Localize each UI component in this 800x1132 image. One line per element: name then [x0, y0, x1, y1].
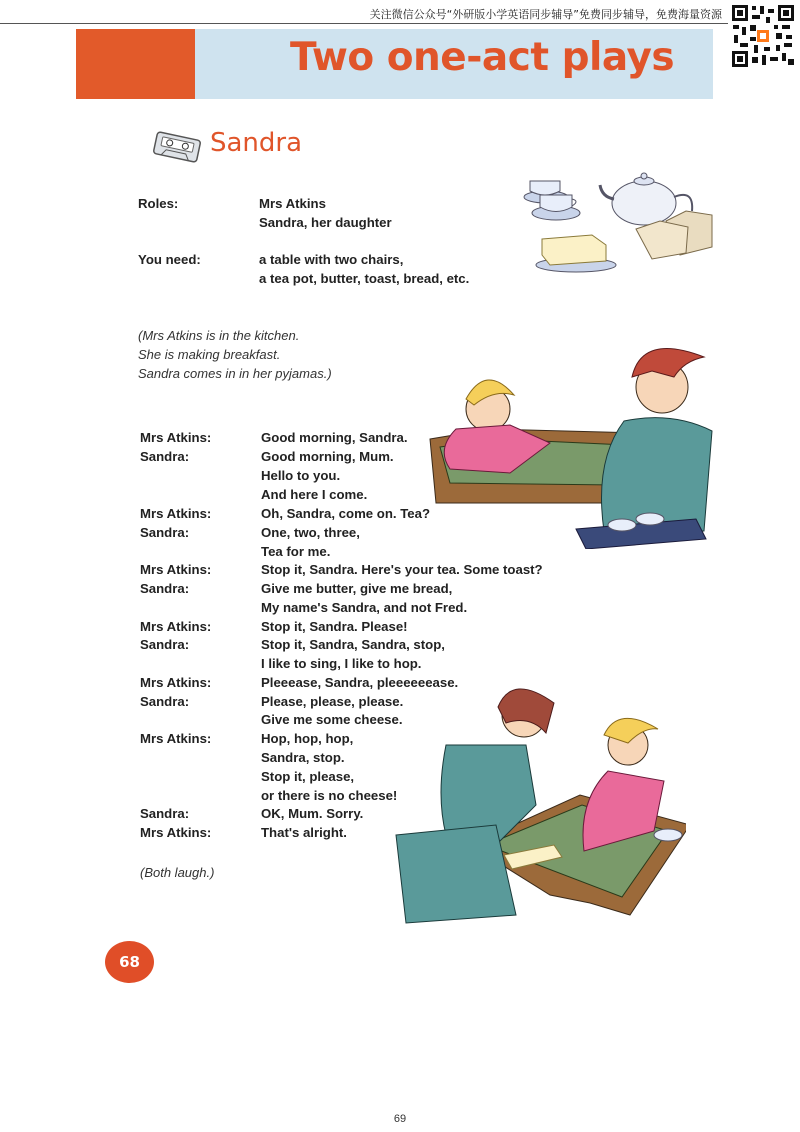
- dialogue-line: Give me some cheese.: [261, 712, 403, 727]
- stage-direction-line: She is making breakfast.: [138, 347, 281, 362]
- play-title: Sandra: [210, 128, 303, 158]
- textbook-page: [76, 29, 713, 987]
- tea-set-illustration: [516, 169, 713, 274]
- dialogue-line: Stop it, Sandra, Sandra, stop,: [261, 637, 445, 652]
- dialogue-line: One, two, three,: [261, 525, 360, 540]
- title-banner: [76, 29, 713, 99]
- speaker-label: Mrs Atkins:: [140, 675, 212, 690]
- promo-text: 关注微信公众号“外研版小学英语同步辅导”免费同步辅导，免费海量资源: [369, 8, 722, 21]
- speaker-label: Sandra:: [140, 637, 190, 652]
- dialogue-line: My name's Sandra, and not Fred.: [261, 600, 468, 615]
- role-item: Sandra, her daughter: [259, 215, 392, 230]
- roles-label: Roles:: [138, 196, 179, 211]
- need-item: a tea pot, butter, toast, bread, etc.: [259, 271, 470, 286]
- speaker-label: Mrs Atkins:: [140, 619, 212, 634]
- cassette-icon: [151, 130, 203, 164]
- promo-header: [0, 0, 800, 22]
- dialogue-line: Please, please, please.: [261, 694, 404, 709]
- dialogue-line: Stop it, Sandra. Please!: [261, 619, 408, 634]
- dialogue-line: And here I come.: [261, 487, 368, 502]
- dialogue-line: That's alright.: [261, 825, 347, 840]
- closing-stage-direction: (Both laugh.): [140, 865, 215, 880]
- dialogue-line: Stop it, please,: [261, 769, 355, 784]
- butter-scene-illustration: [376, 685, 686, 935]
- speaker-label: Sandra:: [140, 525, 190, 540]
- banner-orange-block: [76, 29, 195, 99]
- dialogue-line: Tea for me.: [261, 544, 331, 559]
- need-item: a table with two chairs,: [259, 252, 404, 267]
- speaker-label: Mrs Atkins:: [140, 562, 212, 577]
- breakfast-table-illustration: [426, 329, 713, 549]
- speaker-label: Sandra:: [140, 449, 190, 464]
- footer-page-number: 69: [393, 1113, 407, 1125]
- dialogue-line: Pleeease, Sandra, pleeeeeease.: [261, 675, 459, 690]
- speaker-label: Sandra:: [140, 581, 190, 596]
- dialogue-line: Stop it, Sandra. Here's your tea. Some toast?: [261, 562, 543, 577]
- dialogue-line: Give me butter, give me bread,: [261, 581, 453, 596]
- page-title: Two one-act plays: [290, 35, 675, 80]
- speaker-label: Sandra:: [140, 694, 190, 709]
- dialogue-line: or there is no cheese!: [261, 788, 398, 803]
- header-rule: [0, 23, 728, 24]
- dialogue-line: Good morning, Sandra.: [261, 430, 408, 445]
- dialogue-line: OK, Mum. Sorry.: [261, 806, 364, 821]
- speaker-label: Mrs Atkins:: [140, 430, 212, 445]
- dialogue-line: Sandra, stop.: [261, 750, 345, 765]
- dialogue-line: Oh, Sandra, come on. Tea?: [261, 506, 431, 521]
- stage-direction-line: (Mrs Atkins is in the kitchen.: [138, 328, 300, 343]
- you-need-label: You need:: [138, 252, 201, 267]
- speaker-label: Mrs Atkins:: [140, 731, 212, 746]
- qr-code-icon: [730, 3, 796, 69]
- dialogue-line: Good morning, Mum.: [261, 449, 394, 464]
- dialogue-line: Hop, hop, hop,: [261, 731, 354, 746]
- role-item: Mrs Atkins: [259, 196, 326, 211]
- stage-direction-line: Sandra comes in in her pyjamas.): [138, 366, 332, 381]
- speaker-label: Mrs Atkins:: [140, 825, 212, 840]
- speaker-label: Sandra:: [140, 806, 190, 821]
- speaker-label: Mrs Atkins:: [140, 506, 212, 521]
- dialogue-line: Hello to you.: [261, 468, 341, 483]
- dialogue-line: I like to sing, I like to hop.: [261, 656, 422, 671]
- page-number-badge: 68: [105, 941, 154, 983]
